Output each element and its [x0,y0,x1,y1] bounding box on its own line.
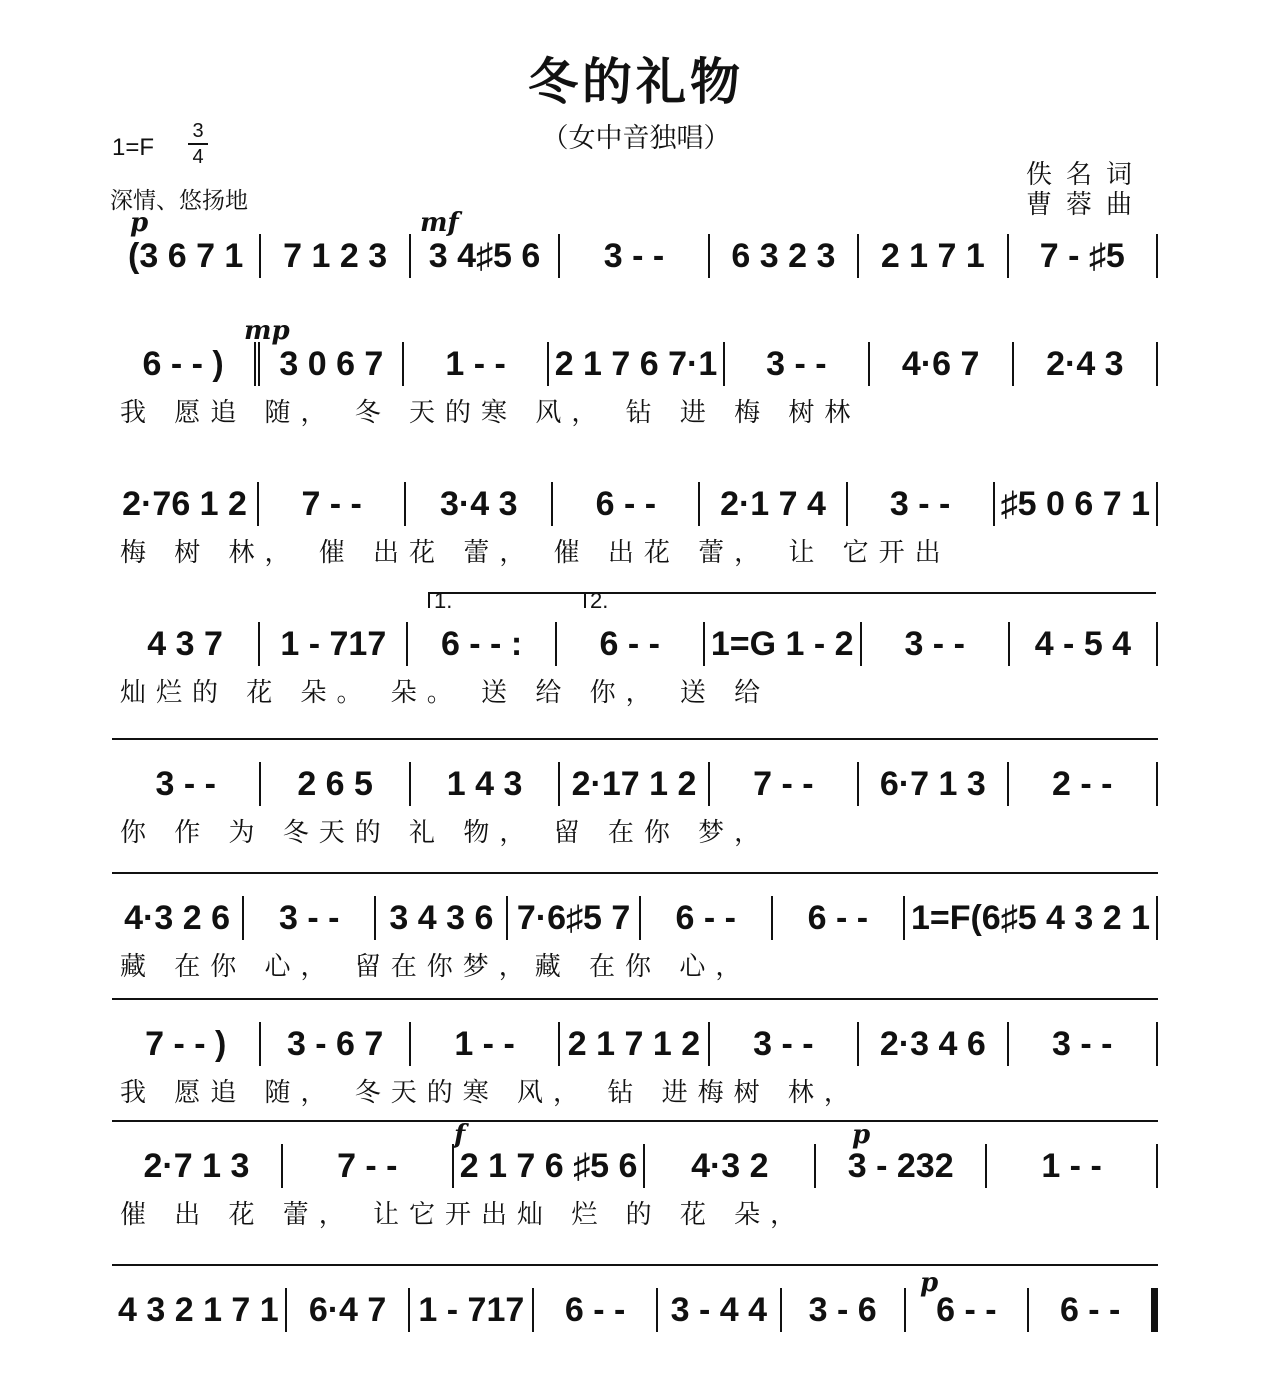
score-system [112,588,1158,710]
measure-notes: 7 - - [337,1146,398,1185]
measure-notes: 4 3 2 1 7 1 [118,1290,279,1329]
measure [708,1022,857,1066]
measure [402,342,546,386]
measure [112,762,259,806]
measure [112,1144,281,1188]
measure [771,896,903,940]
measure-notes: 3 - - [766,344,827,383]
volta-first-ending: 1. [428,592,584,608]
notation-row [112,234,1158,278]
notation-row [112,762,1158,806]
measure [259,762,408,806]
measure-notes: 7 - - [753,764,814,803]
measure [374,896,506,940]
measure-notes: 2·3 4 6 [879,1024,986,1063]
measure-notes: 3 4 3 6 [389,898,494,937]
lyrics-line: 你 作 为 冬天的 礼 物， 留 在你 梦， [120,818,771,848]
measure-notes: 1 - - [454,1024,515,1063]
measure-notes: ♯5 0 6 7 1 [1000,484,1150,523]
measure [558,234,707,278]
measure-notes: 3 4♯5 6 [428,236,541,275]
measure [112,234,259,278]
measure-notes: 2 1 7 6 ♯5 6 [459,1146,638,1185]
measure [904,1288,1028,1332]
measure-notes: 3·4 3 [440,484,518,523]
notation-row [112,342,1158,386]
lyricist-credit: 佚名词 [1026,160,1147,190]
measure [257,482,404,526]
measure-notes: 3 - - [603,236,665,275]
measure [258,622,406,666]
measure-notes: 3 - - [904,624,965,663]
measure-notes: 6 - - : [440,624,523,663]
measure-notes: 2·76 1 2 [122,484,247,523]
measure [112,342,254,386]
measure [452,1144,644,1188]
measure [551,482,698,526]
notation-row [112,1022,1158,1066]
measure [780,1288,904,1332]
measure [404,482,551,526]
measure [555,622,703,666]
measure-notes: 6 - - [807,898,869,937]
score-system [112,872,1158,984]
measure-notes: 2 1 7 1 2 [567,1024,701,1063]
measure [409,1022,558,1066]
measure [242,896,374,940]
measure-notes: 6 - - ) [142,344,224,383]
measure-notes: 6 - - [1059,1290,1121,1329]
measure [259,1022,408,1066]
measure-notes: 3 - - [889,484,951,523]
measure-notes: 2 1 7 1 [880,236,985,275]
measure [643,1144,814,1188]
measure [1007,762,1158,806]
measure-notes: 3 - - [753,1024,814,1063]
measure [259,234,408,278]
measure-notes: 7 1 2 3 [283,236,388,275]
measure-notes: 1 - - [1041,1146,1102,1185]
lyrics-line: 催 出 花 蕾， 让它开出灿 烂 的 花 朵， [120,1200,807,1230]
notation-row [112,482,1158,526]
measure-notes: 6 - - [599,624,660,663]
notation-row [112,622,1158,666]
measure-notes: 4·3 2 [691,1146,769,1185]
lyrics-line: 我 愿追 随， 冬 天的寒 风， 钻 进 梅 树林 [120,398,861,428]
score-system [112,1120,1158,1232]
measure-notes: 7 - - ) [145,1024,227,1063]
lyrics-line: 梅 树 林， 催 出花 蕾， 催 出花 蕾， 让 它开出 [120,538,951,568]
measure-notes: 1 - 717 [418,1290,525,1329]
measure [112,622,258,666]
measure [868,342,1012,386]
measure [1012,342,1158,386]
volta-second-ending: 2. [584,592,1156,608]
measure-notes: 6 - - [564,1290,626,1329]
lyrics-line: 我 愿追 随， 冬天的寒 风， 钻 进梅树 林， [120,1078,860,1108]
measure-notes: 3 - - [155,764,216,803]
lyrics-line: 藏 在你 心， 留在你梦，藏 在你 心， [120,952,752,982]
notation-row [112,1288,1158,1332]
dynamic-marking: f [454,1120,466,1150]
measure [1007,234,1158,278]
measure [703,622,860,666]
measure [857,1022,1006,1066]
measure [846,482,993,526]
measure-notes: 1=G 1 - 2 [710,624,854,663]
measure [708,234,857,278]
measure-notes: 7·6♯5 7 [516,898,631,937]
measure-notes: 4 3 7 [147,624,223,663]
measure-notes: 2 - - [1052,764,1113,803]
measure-notes: 2 1 7 6 7·1 [554,344,718,383]
measure [698,482,845,526]
measure [558,1022,707,1066]
measure [112,1288,285,1332]
score-system [112,738,1158,850]
measure-notes: 3 0 6 7 [279,344,384,383]
measure-notes: 1 - 717 [280,624,387,663]
measure-notes: 6 - - [675,898,736,937]
measure [285,1288,409,1332]
measure [860,622,1008,666]
measure [408,1288,532,1332]
measure [1027,1288,1158,1332]
measure [814,1144,985,1188]
measure-notes: 2 6 5 [297,764,373,803]
measure-notes: 4·3 2 6 [124,898,230,937]
measure-notes: 7 - ♯5 [1039,236,1125,275]
measure [409,234,558,278]
measure-notes: 6 3 2 3 [731,236,836,275]
measure-notes: 3 - 4 4 [670,1290,768,1329]
measure-notes: 6 - - [595,484,657,523]
measure-notes: 3 - - [279,898,340,937]
measure-notes: 3 - 6 [808,1290,877,1329]
score-system [112,1264,1158,1376]
measure [506,896,638,940]
time-divider [188,143,208,145]
measure [281,1144,452,1188]
song-title: 冬的礼物 [528,52,744,111]
measure-notes: 4 - 5 4 [1034,624,1132,663]
composer-credit: 曹蓉曲 [1026,190,1147,220]
measure-notes: 6·7 1 3 [879,764,986,803]
score-system [112,208,1158,322]
measure [723,342,867,386]
measure-notes: 2·17 1 2 [571,764,697,803]
measure-notes: 4·6 7 [901,344,980,383]
tempo-marking: 深情、悠扬地 [110,188,248,214]
dynamic-marking: p [920,1268,939,1298]
dynamic-marking: p [852,1120,871,1150]
measure-notes: 7 - - [301,484,362,523]
measure [1007,1022,1158,1066]
measure [112,896,242,940]
measure [558,762,707,806]
measure [1008,622,1158,666]
time-signature [186,120,210,168]
measure-notes: 1 - - [445,344,506,383]
measure-notes: (3 6 7 1 [128,236,244,275]
measure-notes: 1=F(6♯5 4 3 2 1 [910,898,1151,937]
measure-notes: 3 - - [1052,1024,1113,1063]
measure [406,622,554,666]
measure-notes: 3 - 6 7 [286,1024,384,1063]
score-system [112,316,1158,430]
dynamic-marking: p [130,208,149,238]
measure [409,762,558,806]
measure [547,342,724,386]
measure [112,482,257,526]
measure-notes: 6·4 7 [308,1290,387,1329]
measure-notes: 1 4 3 [446,764,523,803]
notation-row [112,1144,1158,1188]
dynamic-marking: mp [244,316,290,346]
measure-notes: 6 - - [936,1290,997,1329]
measure [903,896,1158,940]
measure [993,482,1158,526]
score-system [112,460,1158,570]
score-system [112,998,1158,1110]
lyrics-line: 灿烂的 花 朵。 朵。 送 给 你， 送 给 [120,678,771,708]
measure [112,1022,259,1066]
time-bottom: 4 [192,146,204,168]
measure-notes: 3 - 232 [847,1146,954,1185]
time-top: 3 [192,120,204,142]
measure [985,1144,1158,1188]
measure [857,762,1006,806]
song-subtitle: （女中音独唱） [541,123,731,154]
measure-notes: 2·7 1 3 [143,1146,250,1185]
measure-notes: 2·1 7 4 [720,484,826,523]
measure [532,1288,656,1332]
measure [254,342,402,386]
measure [656,1288,780,1332]
measure [857,234,1006,278]
measure [639,896,771,940]
measure [708,762,857,806]
measure-notes: 2·4 3 [1046,344,1124,383]
key-signature: 1=F [112,134,155,161]
dynamic-marking: mf [420,208,459,238]
notation-row [112,896,1158,940]
